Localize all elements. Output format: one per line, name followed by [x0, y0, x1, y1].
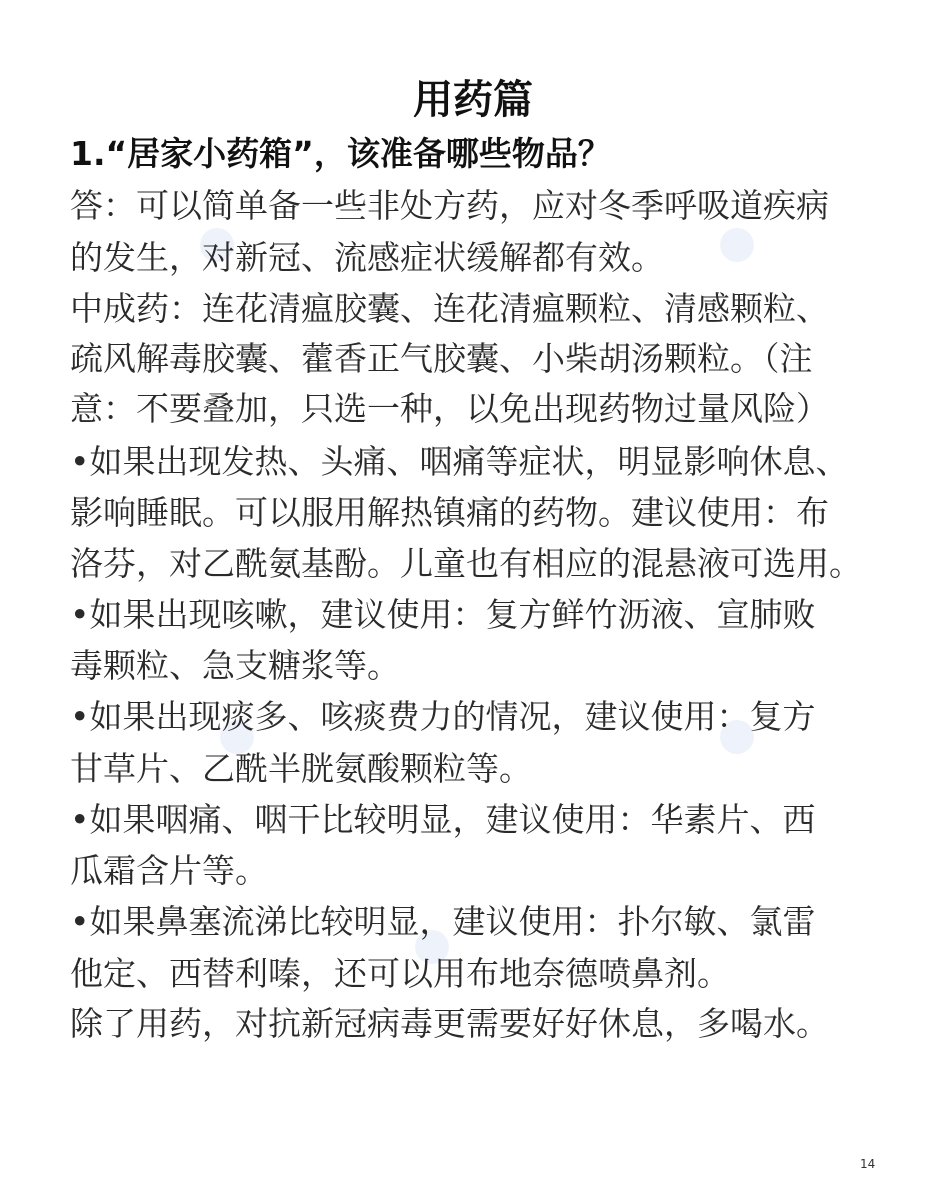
body-text-line: •如果出现发热、头痛、咽痛等症状，明显影响休息、: [70, 442, 849, 481]
body-text-line: 甘草片、乙酰半胱氨酸颗粒等。: [70, 749, 532, 788]
body-text-line: 疏风解毒胶囊、藿香正气胶囊、小柴胡汤颗粒。（注: [70, 339, 813, 378]
body-text-line: 的发生，对新冠、流感症状缓解都有效。: [70, 238, 664, 277]
body-text-line: 瓜霜含片等。: [70, 851, 268, 890]
question-heading: 1.“居家小药箱”，该准备哪些物品？: [70, 134, 611, 173]
body-text-line: 意：不要叠加，只选一种，以免出现药物过量风险）: [70, 389, 829, 428]
body-text-line: 他定、西替利嗪，还可以用布地奈德喷鼻剂。: [70, 954, 730, 993]
body-text-line: •如果鼻塞流涕比较明显，建议使用：扑尔敏、氯雷: [70, 902, 816, 941]
body-text-line: 影响睡眠。可以服用解热镇痛的药物。建议使用：布: [70, 493, 829, 532]
body-text-line: 洛芬，对乙酰氨基酚。儿童也有相应的混悬液可选用。: [70, 544, 862, 583]
page-title: 用药篇: [413, 77, 533, 123]
body-text-line: 除了用药，对抗新冠病毒更需要好好休息，多喝水。: [70, 1004, 829, 1043]
body-text-line: 答：可以简单备一些非处方药，应对冬季呼吸道疾病: [70, 186, 829, 225]
body-text-line: •如果出现咳嗽，建议使用：复方鲜竹沥液、宣肺败: [70, 595, 816, 634]
body-text-line: •如果咽痛、咽干比较明显，建议使用：华素片、西: [70, 800, 816, 839]
body-text-line: •如果出现痰多、咳痰费力的情况，建议使用：复方: [70, 697, 816, 736]
body-text-line: 中成药：连花清瘟胶囊、连花清瘟颗粒、清感颗粒、: [70, 289, 829, 328]
body-text-line: 毒颗粒、急支糖浆等。: [70, 646, 400, 685]
page-number: 14: [860, 1157, 876, 1171]
watermark-logo: [720, 228, 754, 262]
